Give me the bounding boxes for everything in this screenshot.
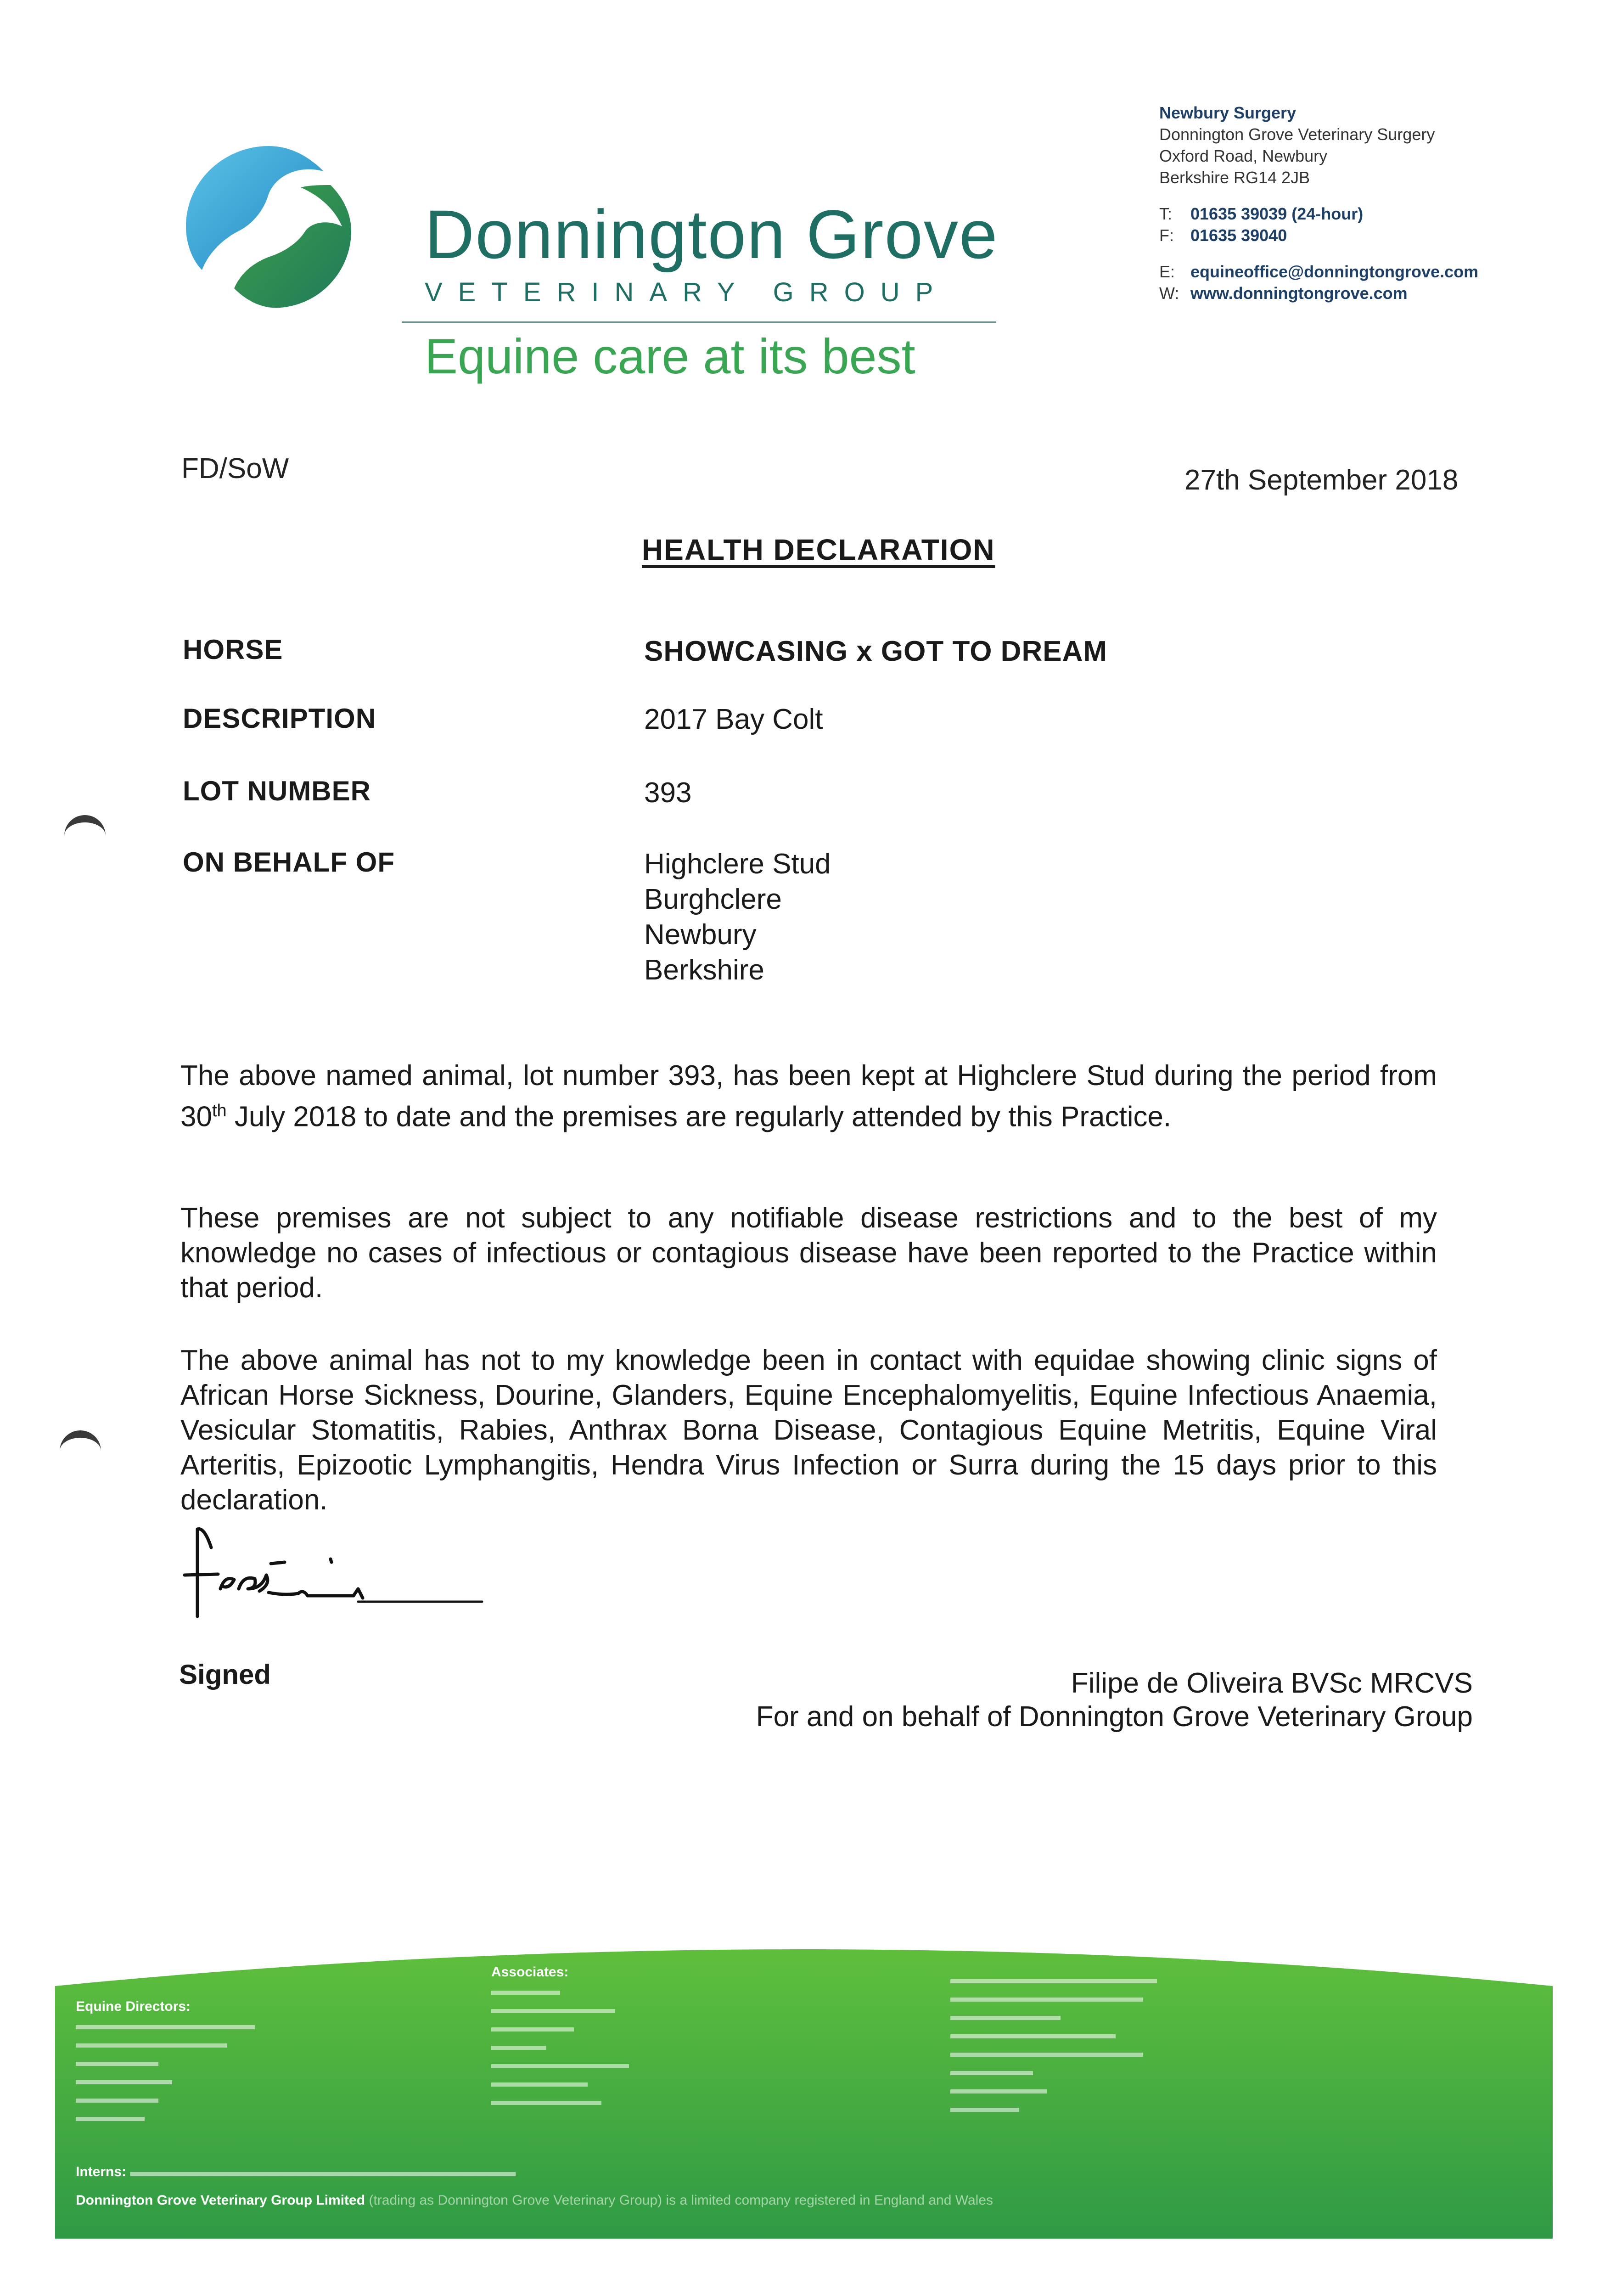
address-line: Berkshire RG14 2JB <box>1159 168 1310 187</box>
declaration-paragraph: The above named animal, lot number 393, has been kept at Highclere Stud during the period from 30th July 2018 to date and the premises are regularly attended by this Practice. <box>180 1060 1437 1133</box>
email-label: E: <box>1159 262 1175 281</box>
declaration-paragraph: The above animal has not to my knowledge been in contact with equidae showing clinic signs of African Horse Sickness, Dourine, Glanders, Equine Encephalomyelitis, Equine Infectious Anaemia, Vesicular Stomatitis, Rabies, Anthrax Borna Disease, Contagious Equine Metritis, Equine Viral Arteritis, Epizootic Lymphangitis, Hendra Virus Infection or Surra during the 15 days prior to this declaration. <box>180 1345 1437 1516</box>
web-label: W: <box>1159 284 1179 303</box>
email-link[interactable]: equineoffice@donningtongrove.com <box>1190 262 1479 281</box>
telephone-number: 01635 39039 (24-hour) <box>1190 204 1364 223</box>
signatory-name: Filipe de Oliveira BVSc MRCVS <box>1071 1667 1473 1699</box>
brand-subtitle: VETERINARY GROUP <box>425 277 949 307</box>
address-line: Oxford Road, Newbury <box>1159 146 1328 165</box>
description-value: 2017 Bay Colt <box>644 703 823 735</box>
tel-label: T: <box>1159 204 1173 223</box>
company-name: Donnington Grove Veterinary Group Limited <box>76 2193 365 2208</box>
surgery-name: Newbury Surgery <box>1159 103 1296 122</box>
brand-divider <box>402 321 996 323</box>
signed-label: Signed <box>179 1659 271 1690</box>
brand-name: Donnington Grove <box>425 196 999 273</box>
address-line: Burghclere <box>644 884 782 915</box>
footer-associates: Associates: ▬▬▬▬▬ ▬▬▬▬▬▬▬▬▬ ▬▬▬▬▬▬ ▬▬▬▬ ▬▬▬▬▬▬▬▬▬▬ ▬▬▬▬▬▬▬ ▬▬▬▬▬▬▬▬ <box>491 1963 629 2110</box>
lot-number-label: LOT NUMBER <box>183 776 371 806</box>
on-behalf-of-label: ON BEHALF OF <box>183 847 395 878</box>
on-behalf-of-address <box>644 846 831 988</box>
address-line: Newbury <box>644 919 757 951</box>
associates-heading: Associates: <box>491 1964 569 1980</box>
interns-heading: Interns: <box>76 2164 127 2179</box>
declaration-paragraph: These premises are not subject to any notifiable disease restrictions and to the best of my knowledge no cases of infectious or contagious disease have been reported to the Practice within that period. <box>180 1202 1437 1304</box>
fax-label: F: <box>1159 226 1174 245</box>
letter-reference: FD/SoW <box>181 453 289 484</box>
directors-heading: Equine Directors: <box>76 1999 191 2014</box>
handwritten-signature <box>179 1520 500 1630</box>
hole-punch-mark <box>60 1430 101 1458</box>
horse-label: HORSE <box>183 634 283 665</box>
letter-date: 27th September 2018 <box>1184 464 1459 496</box>
company-registration: (trading as Donnington Grove Veterinary Group) is a limited company registered in England and Wales <box>369 2193 993 2208</box>
description-label: DESCRIPTION <box>183 703 376 734</box>
logo-icon <box>184 146 354 316</box>
fax-number: 01635 39040 <box>1190 226 1287 245</box>
address-line: Berkshire <box>644 954 764 986</box>
footer-staff-list: ▬▬▬▬▬▬▬▬▬▬▬▬▬▬▬ ▬▬▬▬▬▬▬▬▬▬▬▬▬▬ ▬▬▬▬▬▬▬▬ ▬▬▬▬▬▬▬▬▬▬▬▬ ▬▬▬▬▬▬▬▬▬▬▬▬▬▬ ▬▬▬▬▬▬ ▬▬▬▬▬▬▬ ▬▬▬▬▬ <box>950 1971 1157 2115</box>
footer-company <box>76 2191 993 2210</box>
address-line: Donnington Grove Veterinary Surgery <box>1159 125 1435 144</box>
address-line: Highclere Stud <box>644 848 831 880</box>
document-title: HEALTH DECLARATION <box>642 533 995 566</box>
footer-interns: Interns: ▬▬▬▬▬▬▬▬▬▬▬▬▬▬▬▬▬▬▬▬▬▬▬▬▬▬▬▬ <box>76 2164 516 2179</box>
website-link[interactable]: www.donningtongrove.com <box>1190 284 1408 303</box>
horse-value: SHOWCASING x GOT TO DREAM <box>644 636 1108 667</box>
contact-block <box>1159 102 1478 304</box>
brand-tagline: Equine care at its best <box>425 328 915 384</box>
hole-punch-mark <box>64 815 106 843</box>
lot-number-value: 393 <box>644 777 692 809</box>
signatory-behalf: For and on behalf of Donnington Grove Veterinary Group <box>756 1701 1473 1733</box>
footer-directors: Equine Directors: ▬▬▬▬▬▬▬▬▬▬▬▬▬ ▬▬▬▬▬▬▬▬▬▬▬ ▬▬▬▬▬▬ ▬▬▬▬▬▬▬ ▬▬▬▬▬▬ ▬▬▬▬▬ <box>76 1998 255 2126</box>
